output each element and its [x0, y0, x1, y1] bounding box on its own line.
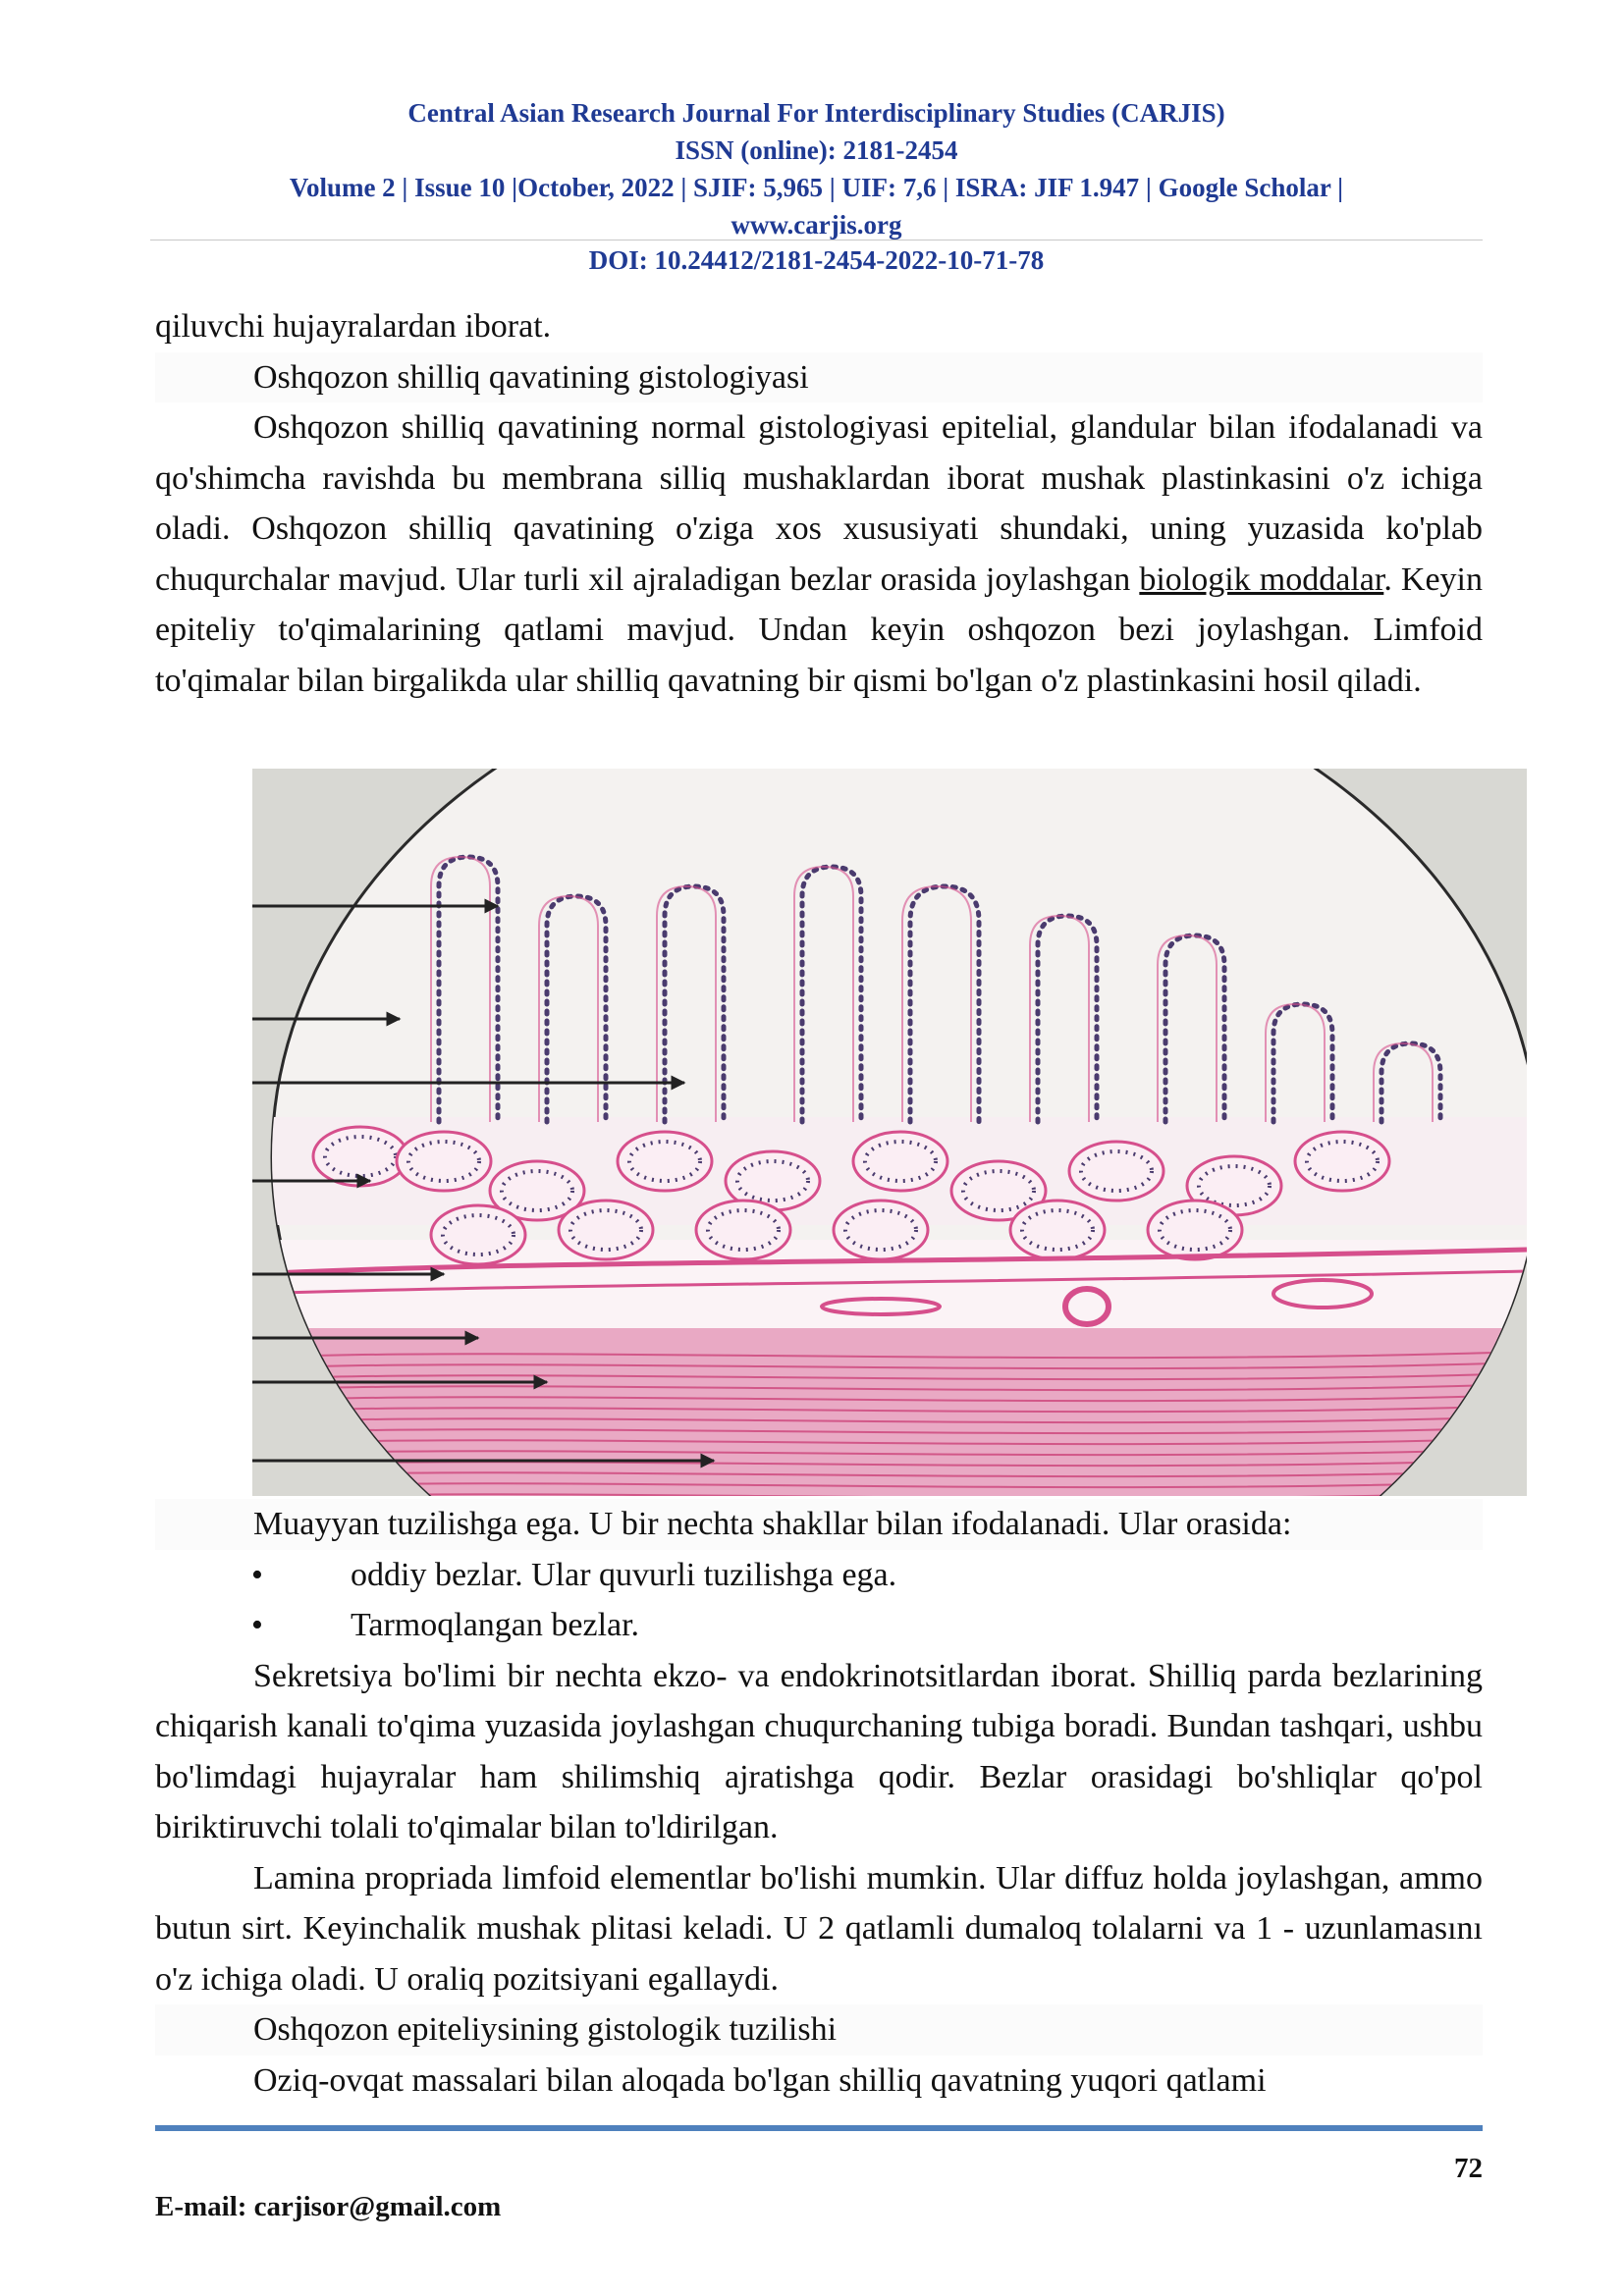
gland-section [1010, 1201, 1105, 1259]
paragraph-5: Lamina propriada limfoid elementlar bo'lishi mumkin. Ular diffuz holda joylashgan, ammo butun sirt. Keyinchalik mushak plitasi keladi. U 2 qatlamli dumaloq tolalarni va 1 - uzunlamasını o'z ichiga oladi. U oraliq pozitsiyani egallaydi. [155, 1859, 1483, 1998]
gland-section [618, 1132, 712, 1191]
footer-email[interactable]: E-mail: carjisor@gmail.com [155, 2191, 502, 2222]
paragraph-1: qiluvchi hujayralardan iborat. [155, 308, 552, 345]
gland-section [1148, 1201, 1242, 1259]
list-item [155, 1550, 1483, 1601]
list-item-text: Tarmoqlangan bezlar. [351, 1607, 640, 1643]
footer-divider [155, 2125, 1483, 2131]
paragraph-6: Oziq-ovqat massalari bilan aloqada bo'lgan shilliq qavatning yuqori qatlami [253, 2061, 1267, 2099]
gland-section [834, 1201, 928, 1259]
text-block-bottom [155, 1499, 1483, 2106]
list-item [155, 1600, 1483, 1651]
gastric-mucosa-illustration [252, 769, 1527, 1496]
issn-line: ISSN (online): 2181-2454 [675, 135, 958, 165]
paragraph-2-text-b: . Keyin epiteliy to'qimalarining qatlami mavjud. Undan keyin oshqozon bezi joylashgan. Limfoid to'qimalar bilan birgalikda ular shilliq qavatning bir qismi bo'lgan o'z plastinkasini hosil qiladi. [155, 561, 1484, 699]
gland-section [853, 1132, 947, 1191]
volume-line: Volume 2 | Issue 10 |October, 2022 | SJIF: 5,965 | UIF: 7,6 | ISRA: JIF 1.947 | Google Scholar | [289, 173, 1344, 202]
paragraph-2-text-a: Oshqozon shilliq qavatining normal gistologiyasi epitelial, glandular bilan ifodalanadi va qo'shimcha ravishda bu membrana silliq mushaklardan iborat mushak plastinkasini o'z ichiga oladi. Oshqozon shilliq qavatining o'ziga xos xususiyati shundaki, uning yuzasida ko'plab chuqurchalar mavjud. Ular turli xil ajraladigan bezlar orasida joylashgan [155, 409, 1483, 598]
histology-figure [252, 769, 1527, 1496]
gland-section [696, 1201, 790, 1259]
paragraph-4: Sekretsiya bo'limi bir nechta ekzo- va endokrinotsitlardan iborat. Shilliq parda bezlarining chiqarish kanali to'qima yuzasida joylashgan chuqurchaning tubiga boradi. Bundan tashqari, ushbu bo'limdagi hujayralar ham shilimshiq ajratishga qodir. Bezlar orasidagi bo'shliqlar qo'pol biriktiruvchi tolali to'qimalar bilan to'ldirilgan. [155, 1657, 1483, 1845]
gland-section [559, 1201, 653, 1259]
bullet-dot: • [251, 1607, 263, 1643]
gland-types-list [155, 1550, 1483, 1651]
section-heading-1: Oshqozon shilliq qavatining gistologiyasi [155, 352, 1483, 403]
website-link[interactable]: www.carjis.org [731, 210, 902, 240]
gland-section [1069, 1142, 1164, 1201]
gland-section [431, 1205, 525, 1264]
paragraph-2 [155, 402, 1483, 706]
text-block-top [155, 301, 1483, 706]
journal-title: Central Asian Research Journal For Interdisciplinary Studies (CARJIS) [407, 98, 1225, 128]
journal-header [150, 94, 1483, 243]
biologik-moddalar-link[interactable]: biologik moddalar [1139, 561, 1384, 598]
paragraph-3: Muayyan tuzilishga ega. U bir nechta shakllar bilan ifodalanadi. Ular orasida: [155, 1499, 1483, 1550]
gland-section [1295, 1132, 1389, 1191]
page-number: 72 [1454, 2153, 1483, 2184]
gland-section [397, 1132, 491, 1191]
gland-section [313, 1127, 407, 1186]
bullet-dot: • [251, 1556, 263, 1593]
section-heading-2: Oshqozon epiteliysining gistologik tuzilishi [155, 2004, 1483, 2056]
doi-line[interactable]: DOI: 10.24412/2181-2454-2022-10-71-78 [588, 245, 1045, 275]
list-item-text: oddiy bezlar. Ular quvurli tuzilishga ega. [351, 1556, 897, 1593]
